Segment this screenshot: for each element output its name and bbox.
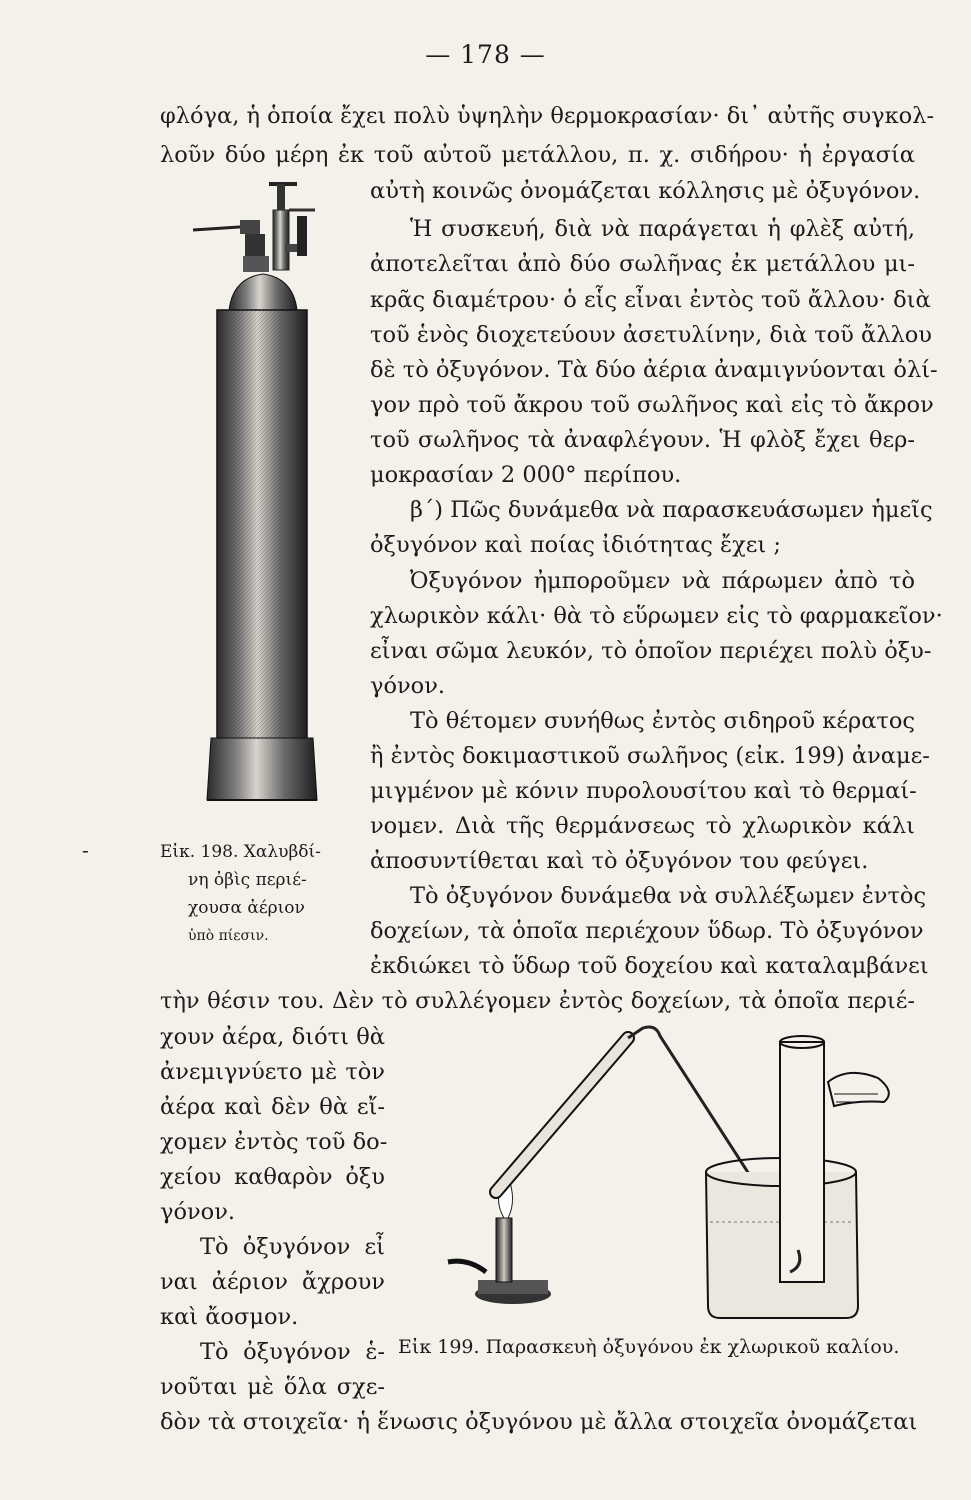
- text-line: δὸν τὰ στοιχεῖα· ἡ ἕνωσις ὀξυγόνου μὲ ἄλλα στοιχεῖα ὀνομάζεται: [160, 1409, 918, 1435]
- text-line: δοχείων, τὰ ὁποῖα περιέχουν ὕδωρ. Τὸ ὀξυγόνον: [370, 918, 924, 944]
- text-line: χομεν ἐντὸς τοῦ δο-: [160, 1129, 388, 1155]
- text-line: χουν ἀέρα, διότι θὰ: [160, 1024, 385, 1050]
- text-line: καὶ ἄοσμον.: [160, 1304, 299, 1330]
- text-line: αὐτὴ κοινῶς ὀνομάζεται κόλλησις μὲ ὀξυγόνον.: [370, 178, 921, 204]
- figure-199-apparatus: [438, 1022, 903, 1322]
- text-line: χλωρικὸν κάλι· θὰ τὸ εὕρωμεν εἰς τὸ φαρμακεῖον·: [370, 603, 943, 629]
- text-line: τοῦ ἑνὸς διοχετεύουν ἀσετυλίνην, διὰ τοῦ ἄλλου: [370, 322, 932, 348]
- paragraph-start: Τὸ ὀξυγόνον εἶ: [200, 1234, 385, 1260]
- text-line: ἀποτελεῖται ἀπὸ δύο σωλῆνας ἐκ μετάλλου μι-: [370, 251, 915, 277]
- paragraph-start: Ἡ συσκευή, διὰ νὰ παράγεται ἡ φλὲξ αὐτή,: [410, 216, 915, 242]
- text-line: τοῦ σωλῆνος τὰ ἀναφλέγουν. Ἡ φλὸξ ἔχει θερ-: [370, 427, 915, 453]
- text-line: ἀνεμιγνύετο μὲ τὸν: [160, 1059, 385, 1085]
- text-line: νομεν. Διὰ τῆς θερμάνσεως τὸ χλωρικὸν κάλι: [370, 813, 915, 839]
- text-line: φλόγα, ἡ ὁποία ἔχει πολὺ ὑψηλὴν θερμοκρασίαν· δι᾿ αὐτῆς συγκολ-: [160, 103, 935, 129]
- paragraph-start: Τὸ ὀξυγόνον δυνάμεθα νὰ συλλέξωμεν ἐντὸς: [410, 883, 927, 909]
- figure-198-caption: Εἰκ. 198. Χαλυβδί-: [160, 842, 321, 862]
- figure-198-caption: χουσα ἀέριον: [188, 898, 305, 918]
- text-line: γόνον.: [160, 1199, 236, 1225]
- text-line: ἀποσυντίθεται καὶ τὸ ὀξυγόνον του φεύγει.: [370, 848, 869, 874]
- page-number: — 178 —: [425, 40, 546, 69]
- text-line: γον πρὸ τοῦ ἄκρου τοῦ σωλῆνος καὶ εἰς τὸ ἄκρον: [370, 392, 934, 418]
- figure-198-caption: νη ὀβὶς περιέ-: [188, 870, 307, 890]
- text-line: ἢ ἐντὸς δοκιμαστικοῦ σωλῆνος (εἰκ. 199) ἀναμε-: [370, 743, 930, 769]
- text-line: μοκρασίαν 2 000° περίπου.: [370, 462, 682, 488]
- text-line: γόνον.: [370, 673, 446, 699]
- margin-mark: -: [82, 838, 89, 862]
- text-line: τὴν θέσιν του. Δὲν τὸ συλλέγομεν ἐντὸς δοχείων, τὰ ὁποῖα περιέ-: [160, 988, 915, 1014]
- text-line: ὀξυγόνον καὶ ποίας ἰδιότητας ἔχει ;: [370, 532, 781, 558]
- paragraph-start: Τὸ ὀξυγόνον ἑ-: [200, 1339, 385, 1365]
- text-line: εἶναι σῶμα λευκόν, τὸ ὁποῖον περιέχει πολὺ ὀξυ-: [370, 638, 932, 664]
- paragraph-start: Τὸ θέτομεν συνήθως ἐντὸς σιδηροῦ κέρατος: [410, 708, 915, 734]
- paragraph-start: Ὀξυγόνον ἠμποροῦμεν νὰ πάρωμεν ἀπὸ τὸ: [410, 568, 915, 594]
- text-line: λοῦν δύο μέρη ἐκ τοῦ αὐτοῦ μετάλλου, π. χ. σιδήρου· ἡ ἐργασία: [160, 142, 915, 168]
- text-line: χείου καθαρὸν ὀξυ: [160, 1164, 385, 1190]
- figure-199-caption: Εἰκ 199. Παρασκευὴ ὀξυγόνου ἐκ χλωρικοῦ καλίου.: [398, 1336, 900, 1358]
- text-line: ἀέρα καὶ δὲν θὰ εἴ-: [160, 1094, 385, 1120]
- text-line: μιγμένον μὲ κόνιν πυρολουσίτου καὶ τὸ θερμαί-: [370, 778, 917, 804]
- question-heading: β΄) Πῶς δυνάμεθα νὰ παρασκευάσωμεν ἡμεῖς: [410, 497, 933, 523]
- text-line: νοῦται μὲ ὅλα σχε-: [160, 1374, 385, 1400]
- figure-198-gas-cylinder: [185, 170, 335, 810]
- text-line: δὲ τὸ ὀξυγόνον. Τὰ δύο ἀέρια ἀναμιγνύονται ὀλί-: [370, 357, 938, 383]
- text-line: κρᾶς διαμέτρου· ὁ εἷς εἶναι ἐντὸς τοῦ ἄλλου· διὰ: [370, 287, 931, 313]
- text-line: ναι ἀέριον ἄχρουν: [160, 1269, 385, 1295]
- figure-198-caption: ὑπὸ πίεσιν.: [188, 928, 269, 944]
- text-line: ἐκδιώκει τὸ ὕδωρ τοῦ δοχείου καὶ καταλαμβάνει: [370, 953, 929, 979]
